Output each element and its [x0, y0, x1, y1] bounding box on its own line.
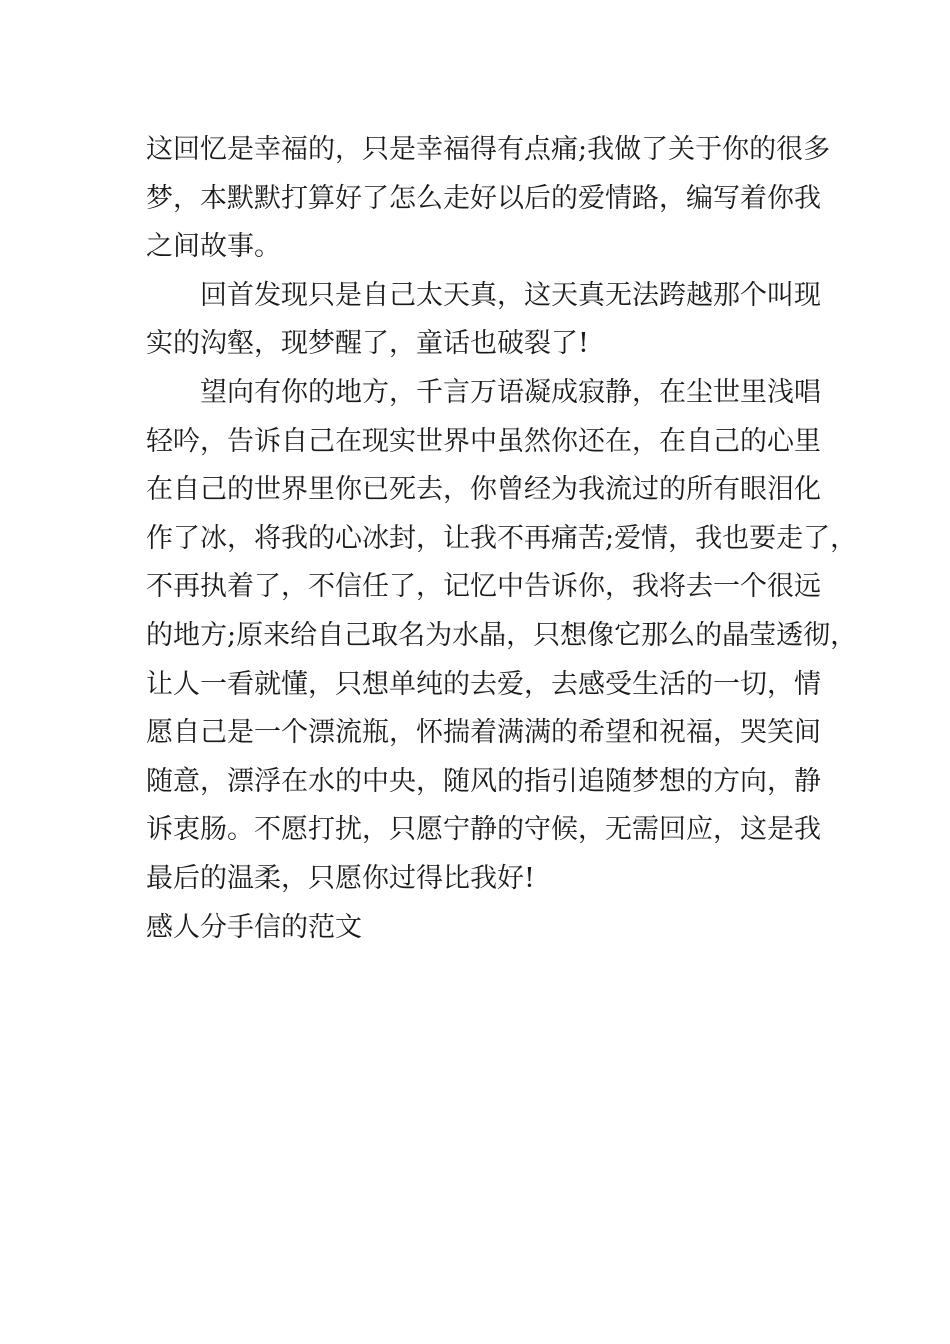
section-heading: 感人分手信的范文 — [146, 911, 362, 943]
text-line: 在自己的世界里你已死去，你曾经为我流过的所有眼泪化 — [146, 474, 821, 506]
text-line: 望向有你的地方，千言万语凝成寂静，在尘世里浅唱 — [200, 376, 821, 408]
text-line: 最后的温柔，只愿你过得比我好! — [146, 862, 535, 894]
text-line: 这回忆是幸福的，只是幸福得有点痛;我做了关于你的很多 — [146, 134, 831, 165]
text-line: 的地方;原来给自己取名为水晶，只想像它那么的晶莹透彻， — [146, 619, 858, 651]
text-line: 回首发现只是自己太天真，这天真无法跨越那个叫现 — [200, 279, 821, 311]
text-line: 随意，漂浮在水的中央，随风的指引追随梦想的方向，静 — [146, 765, 821, 797]
text-line: 之间故事。 — [146, 231, 281, 263]
text-line: 梦，本默默打算好了怎么走好以后的爱情路，编写着你我 — [146, 182, 821, 214]
text-line: 实的沟壑，现梦醒了，童话也破裂了! — [146, 328, 589, 360]
text-line: 愿自己是一个漂流瓶，怀揣着满满的希望和祝福，哭笑间 — [146, 717, 821, 749]
text-line: 轻吟，告诉自己在现实世界中虽然你还在，在自己的心里 — [146, 425, 821, 457]
text-line: 让人一看就懂，只想单纯的去爱，去感受生活的一切，情 — [146, 668, 821, 700]
text-line: 不再执着了，不信任了，记忆中告诉你，我将去一个很远 — [146, 571, 821, 603]
text-line: 作了冰，将我的心冰封，让我不再痛苦;爱情，我也要走了， — [146, 522, 858, 554]
document-body — [146, 126, 858, 952]
text-line: 诉衷肠。不愿打扰，只愿宁静的守候，无需回应，这是我 — [146, 814, 821, 846]
